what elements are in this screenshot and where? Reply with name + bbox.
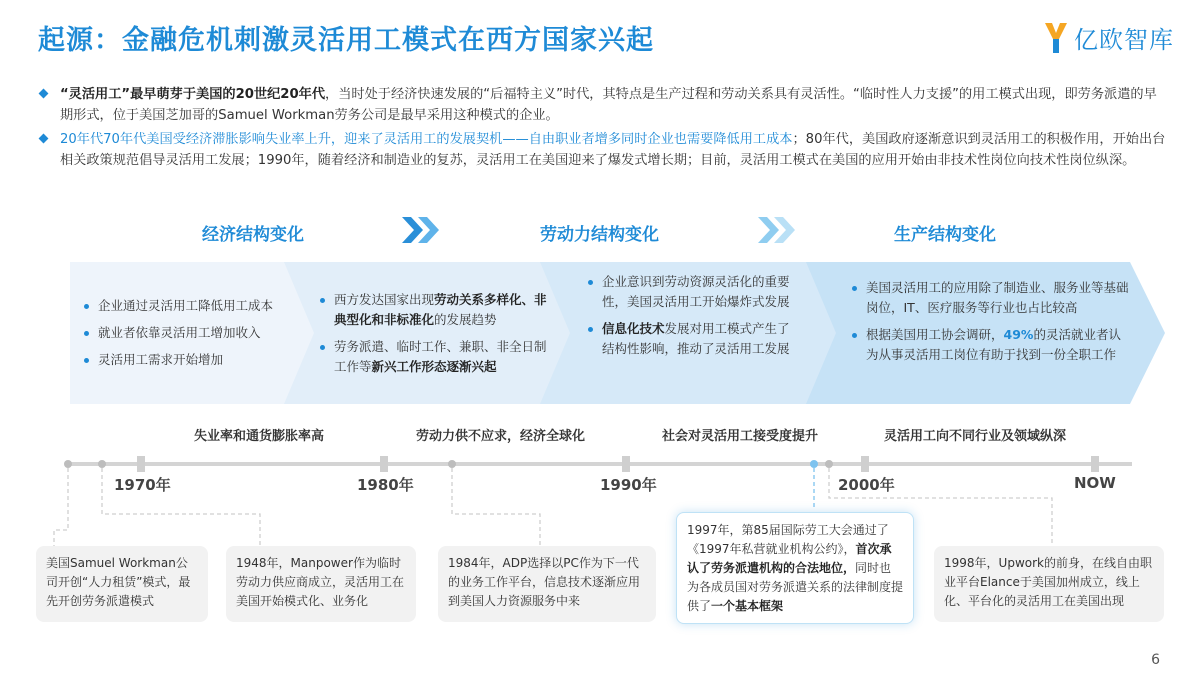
stage-4-item bbox=[852, 325, 1132, 365]
stage-item-text: 美国灵活用工的应用除了制造业、服务业等基础岗位，IT、医疗服务等行业也占比较高 bbox=[866, 280, 1129, 315]
timeline-caption-2: 劳动力供不应求，经济全球化 bbox=[416, 429, 586, 444]
timeline-caption-3: 社会对灵活用工接受度提升 bbox=[662, 429, 819, 444]
event-dot-1 bbox=[64, 460, 72, 468]
event-text: 首次承认了劳务派遣机构的合法地位， bbox=[687, 542, 892, 575]
dot-bullet-icon bbox=[852, 333, 857, 338]
timeline-caption-1: 失业率和通货膨胀率高 bbox=[194, 429, 325, 444]
event-text: 一个基本框架 bbox=[711, 599, 784, 613]
stage-column-1 bbox=[84, 296, 294, 377]
event-text: 1998年，Upwork的前身，在线自由职业平台Elance于美国加州成立，线上化、平台化的灵活用工在美国出现 bbox=[944, 556, 1152, 608]
event-text: 1984年，ADP选择以PC作为下一代的业务工作平台，信息技术逐渐应用到美国人力资源服务中来 bbox=[448, 556, 641, 608]
stage-item-text: 就业者依靠灵活用工增加收入 bbox=[98, 325, 261, 340]
year-1970: 1970年 bbox=[114, 476, 171, 494]
event-dot-4 bbox=[810, 460, 818, 468]
dot-bullet-icon bbox=[588, 327, 593, 332]
bullet-2-part-2: ；80年代，美国政府逐渐意识到灵活用工的积极作用，开始出台相关政策规范倡导灵活用工发展；1990年，随着经济和制造业的复苏，灵活用工在美国迎来了爆发式增长期；目前，灵活用工模式在美国的应用开始由非技术性岗位向技术性岗位纵深。 bbox=[60, 132, 1166, 168]
stage-1-item bbox=[84, 296, 294, 316]
tick-1970 bbox=[137, 456, 145, 472]
tick-1990 bbox=[622, 456, 630, 472]
dot-bullet-icon bbox=[588, 280, 593, 285]
stage-item-text: 劳务派遣、临时工作、兼职、非全日制工作等 bbox=[334, 339, 547, 374]
logo-text: 亿欧智库 bbox=[1074, 25, 1174, 54]
yiou-logo-icon bbox=[1042, 19, 1070, 55]
stage-3-item bbox=[588, 319, 798, 359]
year-now: NOW bbox=[1074, 474, 1116, 492]
stage-1-item bbox=[84, 323, 294, 343]
event-card-4 bbox=[676, 512, 914, 624]
stage-item-text: 信息化技术 bbox=[602, 321, 665, 336]
event-card-2 bbox=[226, 546, 416, 622]
header-production: 生产结构变化 bbox=[894, 225, 996, 245]
stage-column-3 bbox=[588, 272, 798, 366]
timeline-caption-4: 灵活用工向不同行业及领域纵深 bbox=[884, 429, 1067, 444]
event-text: 1997年，第85届国际劳工大会通过了《1997年私营就业机构公约》， bbox=[687, 523, 889, 556]
event-text: 美国Samuel Workman公司开创“人力租赁”模式，最先开创劳务派遣模式 bbox=[46, 556, 191, 608]
connector-3 bbox=[452, 468, 540, 546]
connector-1 bbox=[54, 468, 68, 546]
stage-item-text: 49% bbox=[1003, 327, 1034, 342]
page-title: 起源：金融危机刺激灵活用工模式在西方国家兴起 bbox=[38, 25, 654, 56]
header-labor: 劳动力结构变化 bbox=[540, 225, 659, 245]
event-text: 1948年，Manpower作为临时劳动力供应商成立，灵活用工在美国开始模式化、业务化 bbox=[236, 556, 405, 608]
tick-now bbox=[1091, 456, 1099, 472]
bullet-paragraph-1 bbox=[38, 84, 1168, 126]
event-dot-2 bbox=[98, 460, 106, 468]
stage-item-text: 劳动关系多样化、非典型化和非标准化 bbox=[334, 292, 547, 327]
year-1980: 1980年 bbox=[357, 476, 414, 494]
dot-bullet-icon bbox=[84, 331, 89, 336]
event-text: 同时也为各成员国对劳务派遣关系的法律制度提供了 bbox=[687, 561, 904, 613]
bullet-paragraph-2 bbox=[38, 129, 1168, 171]
intro-bullets bbox=[38, 84, 1168, 174]
bullet-1-part-2: ，当时处于经济快速发展的“后福特主义”时代，其特点是生产过程和劳动关系具有灵活性。“临时性人力支援”的用工模式出现，即劳务派遣的早期形式，位于美国芝加哥的Samuel Workman劳务公司是最早采用这种模式的企业。 bbox=[60, 87, 1157, 123]
stage-column-4 bbox=[852, 278, 1132, 372]
stage-3-item bbox=[588, 272, 798, 312]
page-number: 6 bbox=[1151, 652, 1160, 668]
event-dot-5 bbox=[825, 460, 833, 468]
stage-item-text: 的灵活就业者认为从事灵活用工岗位有助于找到一份全职工作 bbox=[866, 327, 1121, 362]
tick-1980 bbox=[380, 456, 388, 472]
year-1990: 1990年 bbox=[600, 476, 657, 494]
stage-4-item bbox=[852, 278, 1132, 318]
diamond-bullet-icon bbox=[39, 89, 49, 99]
bullet-2-part-1: 20年代70年代美国受经济滞胀影响失业率上升，迎来了灵活用工的发展契机——自由职业者增多同时企业也需要降低用工成本 bbox=[60, 132, 793, 147]
stage-2-item bbox=[320, 290, 550, 330]
stage-item-text: 根据美国用工协会调研， bbox=[866, 327, 1004, 342]
dot-bullet-icon bbox=[320, 298, 325, 303]
event-dot-3 bbox=[448, 460, 456, 468]
year-2000: 2000年 bbox=[838, 476, 895, 494]
stage-column-2 bbox=[320, 290, 550, 384]
stage-2-item bbox=[320, 337, 550, 377]
stage-item-text: 企业意识到劳动资源灵活化的重要性，美国灵活用工开始爆炸式发展 bbox=[602, 274, 790, 309]
dot-bullet-icon bbox=[320, 345, 325, 350]
stage-item-text: 西方发达国家出现 bbox=[334, 292, 435, 307]
double-chevron-right-icon bbox=[398, 214, 448, 246]
brand-logo bbox=[1042, 18, 1174, 56]
dot-bullet-icon bbox=[852, 286, 857, 291]
stage-item-text: 企业通过灵活用工降低用工成本 bbox=[98, 298, 274, 313]
header-economy: 经济结构变化 bbox=[202, 225, 304, 245]
event-card-5 bbox=[934, 546, 1164, 622]
bullet-1-part-1: “灵活用工”最早萌芽于美国的20世纪20年代 bbox=[60, 87, 326, 102]
stage-item-text: 新兴工作形态逐渐兴起 bbox=[371, 359, 497, 374]
dot-bullet-icon bbox=[84, 304, 89, 309]
stage-1-item bbox=[84, 350, 294, 370]
dot-bullet-icon bbox=[84, 358, 89, 363]
tick-2000 bbox=[861, 456, 869, 472]
stage-item-text: 灵活用工需求开始增加 bbox=[98, 352, 224, 367]
stage-item-text: 的发展趋势 bbox=[434, 312, 497, 327]
event-card-1 bbox=[36, 546, 208, 622]
event-card-3 bbox=[438, 546, 656, 622]
double-chevron-right-icon bbox=[754, 214, 804, 246]
stage-item-text: 发展对用工模式产生了结构性影响，推动了灵活用工发展 bbox=[602, 321, 790, 356]
diamond-bullet-icon bbox=[39, 134, 49, 144]
